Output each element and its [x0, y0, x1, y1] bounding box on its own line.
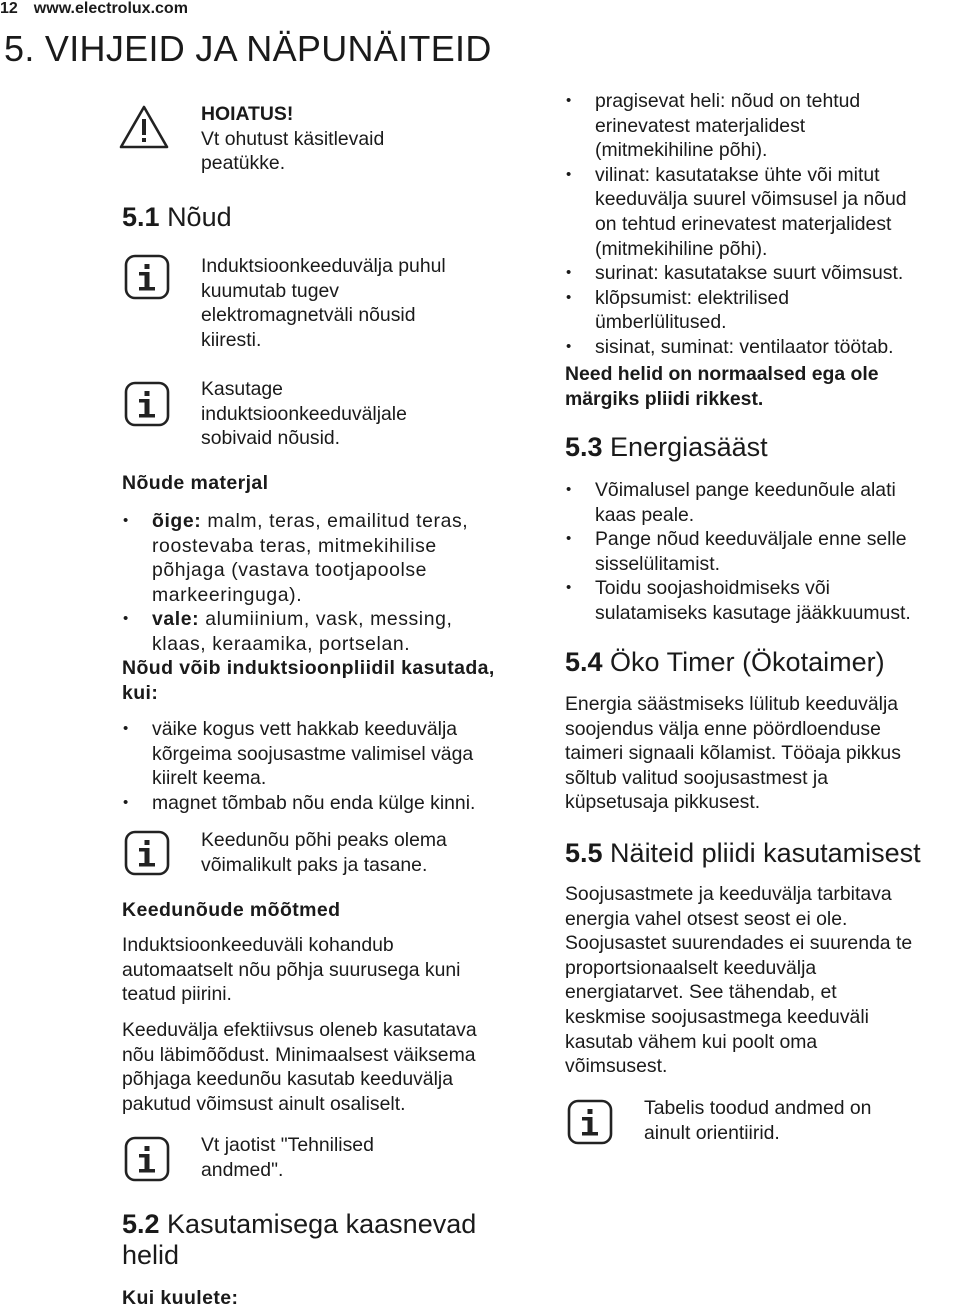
list-item — [122, 509, 542, 607]
text-line: kõrgeima soojusastme valimisel väga — [152, 742, 474, 765]
text-line: küpsetusaja pikkusest. — [565, 791, 761, 814]
info-note-3 — [201, 828, 447, 877]
section-number: 5.2 — [122, 1209, 160, 1239]
section-number: 5.3 — [565, 432, 603, 462]
text-line: nõu läbimõõdust. Minimaalsest väiksema — [122, 1043, 476, 1066]
text-line: Keedunõu põhi peaks olema — [201, 829, 447, 851]
info-icon — [124, 254, 170, 300]
section-number: 5.1 — [122, 202, 160, 232]
section-number: 5.4 — [565, 647, 603, 677]
text-line: • Toidu soojashoidmiseks või — [595, 577, 830, 600]
section-title: helid — [122, 1240, 180, 1270]
text-line: sõltub valitud soojusastmest ja — [565, 766, 828, 789]
usable-list — [122, 717, 552, 815]
section-5-2-heading — [122, 1209, 476, 1271]
text-line: energia vahel otsest seost ei ole. — [565, 907, 848, 930]
warning-block — [201, 102, 384, 176]
text-line: taimeri signaali kõlamist. Tööaja pikkus — [565, 742, 901, 765]
section-title: Nõud — [167, 202, 232, 232]
dims-paragraph-2 — [122, 1018, 477, 1116]
list-item — [122, 607, 542, 656]
text-line: on tehtud erinevatest materjalidest — [595, 212, 892, 235]
text-line: markeeringuga). — [152, 583, 303, 606]
text-line: Soojusastet suurendades ei suurenda te — [565, 932, 913, 955]
text-line: võimalikult paks ja tasane. — [201, 853, 428, 876]
text-line: võimsusest. — [565, 1055, 668, 1078]
list-item — [565, 89, 955, 163]
list-item — [565, 163, 955, 261]
text-line: Kasutage — [201, 378, 283, 400]
text-line: Need helid on normaalsed ega ole — [565, 363, 879, 385]
text-line: Soojusastmete ja keeduvälja tarbitava — [565, 883, 892, 905]
warning-icon — [118, 104, 170, 150]
text-line: automaatselt nõu põhja suurusega kuni — [122, 958, 461, 981]
text-line: ümberlülitused. — [595, 311, 727, 334]
list-item — [122, 717, 552, 791]
text-line: • klõpsumist: elektrilised — [595, 286, 789, 309]
sounds-note — [565, 362, 879, 411]
warning-title: HOIATUS! — [201, 103, 294, 125]
text-line: alumiinium, vask, messing, — [199, 608, 453, 631]
text-line: Tabelis toodud andmed on — [644, 1097, 872, 1119]
text-line: keeduvälja suurel võimsusel ja nõud — [595, 188, 907, 211]
info-note-1 — [201, 254, 446, 352]
text-line: (mitmekihiline põhi). — [595, 237, 768, 260]
text-line: elektromagnetväli nõusid — [201, 304, 416, 327]
text-line: teatud piirini. — [122, 983, 232, 1006]
text-line: • pragisevat heli: nõud on tehtud — [595, 90, 861, 112]
text-line: • väike kogus vett hakkab keeduvälja — [152, 718, 458, 740]
info-icon — [124, 830, 170, 876]
text-line: roostevaba teras, mitmekihilise — [152, 534, 437, 557]
sounds-list — [565, 89, 955, 360]
list-item — [565, 286, 955, 335]
warning-line: Vt ohutust käsitlevaid — [201, 127, 385, 150]
text-line: Induktsioonkeeduväli kohandub — [122, 934, 394, 956]
section-title: Energiasääst — [602, 432, 768, 462]
text-line: märgiks pliidi rikkest. — [565, 387, 764, 410]
list-item — [122, 791, 552, 816]
list-label: vale: — [152, 608, 200, 631]
text-line: Keeduvälja efektiivsus oleneb kasutatava — [122, 1019, 477, 1041]
section-5-4-heading — [565, 647, 885, 678]
text-line: • magnet tõmbab nõu enda külge kinni. — [152, 791, 476, 814]
text-line: klaas, keraamika, portselan. — [152, 632, 411, 655]
list-item — [565, 478, 960, 527]
text-line: Induktsioonkeeduvälja puhul — [201, 255, 446, 277]
text-line: kaas peale. — [595, 503, 695, 526]
info-icon — [124, 381, 170, 427]
text-line: • sisinat, suminat: ventilaator töötab. — [595, 335, 894, 358]
text-line: keskmise soojusastmega keeduväli — [565, 1005, 869, 1028]
usable-heading — [122, 656, 495, 706]
section-5-5-heading — [565, 838, 921, 869]
text-line: kiirelt keema. — [152, 767, 267, 790]
text-line: soojendus välja enne pöördloenduse — [565, 717, 881, 740]
info-icon — [124, 1136, 170, 1182]
text-line: sisselülitamist. — [595, 552, 720, 575]
list-item — [565, 527, 960, 576]
text-line: proportsionaalselt keeduvälja — [565, 956, 817, 979]
dims-heading: Keedunõude mõõtmed — [122, 899, 341, 921]
text-line: • vilinat: kasutatakse ühte või mitut — [595, 163, 880, 186]
text-line: Nõud võib induktsioonpliidil kasutada, — [122, 657, 495, 679]
section-number: 5.5 — [565, 838, 603, 868]
text-line: induktsioonkeeduväljale — [201, 402, 407, 425]
info-note-4 — [201, 1133, 374, 1182]
text-line: • Võimalusel pange keedunõule alati — [595, 479, 896, 501]
text-line: põhjaga (vastava tootjapoolse — [152, 559, 428, 582]
text-line: pakutud võimsust ainult osaliselt. — [122, 1092, 406, 1115]
text-line: Energia säästmiseks lülitub keeduvälja — [565, 693, 899, 715]
text-line: kui: — [122, 682, 159, 704]
text-line: ainult orientiirid. — [644, 1121, 780, 1144]
text-line: • Pange nõud keeduväljale enne selle — [595, 528, 907, 551]
info-icon — [567, 1099, 613, 1145]
text-line: kuumutab tugev — [201, 279, 339, 302]
section-5-1-heading — [122, 202, 232, 233]
text-line: sulatamiseks kasutage jääkkuumust. — [595, 601, 911, 624]
list-label: õige: — [152, 510, 202, 532]
page-header — [0, 0, 188, 18]
text-line: • surinat: kasutatakse suurt võimsust. — [595, 262, 904, 285]
list-item — [565, 335, 955, 360]
chapter-title: 5. VIHJEID JA NÄPUNÄITEID — [4, 28, 492, 69]
text-line: Vt jaotist "Tehnilised — [201, 1134, 374, 1156]
energy-list — [565, 478, 960, 626]
eco-timer-text — [565, 692, 901, 815]
section-title: Näiteid pliidi kasutamisest — [602, 838, 921, 868]
text-line: kasutab vähem kui poolt oma — [565, 1030, 818, 1053]
info-note-5 — [644, 1096, 871, 1145]
text-line: kiiresti. — [201, 328, 262, 351]
material-heading: Nõude materjal — [122, 472, 269, 494]
page-number: 12 — [0, 0, 18, 17]
text-line: põhjaga keedunõu kasutab keeduvälja — [122, 1068, 453, 1091]
section-title: Kasutamisega kaasnevad — [159, 1209, 477, 1239]
text-line: andmed". — [201, 1158, 284, 1181]
text-line: (mitmekihiline põhi). — [595, 139, 768, 162]
material-list — [122, 509, 542, 657]
text-line: energiatarvet. See tähendab, et — [565, 981, 837, 1004]
info-note-2 — [201, 377, 407, 451]
text-line: erinevatest materjalidest — [595, 114, 806, 137]
section-title: Öko Timer (Ökotaimer) — [602, 647, 885, 677]
section-5-3-heading — [565, 432, 768, 463]
hear-heading: Kui kuulete: — [122, 1287, 239, 1309]
list-item — [565, 261, 955, 286]
site-url[interactable]: www.electrolux.com — [33, 0, 188, 17]
text-line: sobivaid nõusid. — [201, 427, 341, 450]
list-item — [565, 576, 960, 625]
dims-paragraph-1 — [122, 933, 461, 1007]
examples-text — [565, 882, 912, 1079]
text-line: malm, teras, emailitud teras, — [201, 510, 469, 532]
warning-line: peatükke. — [201, 152, 286, 175]
